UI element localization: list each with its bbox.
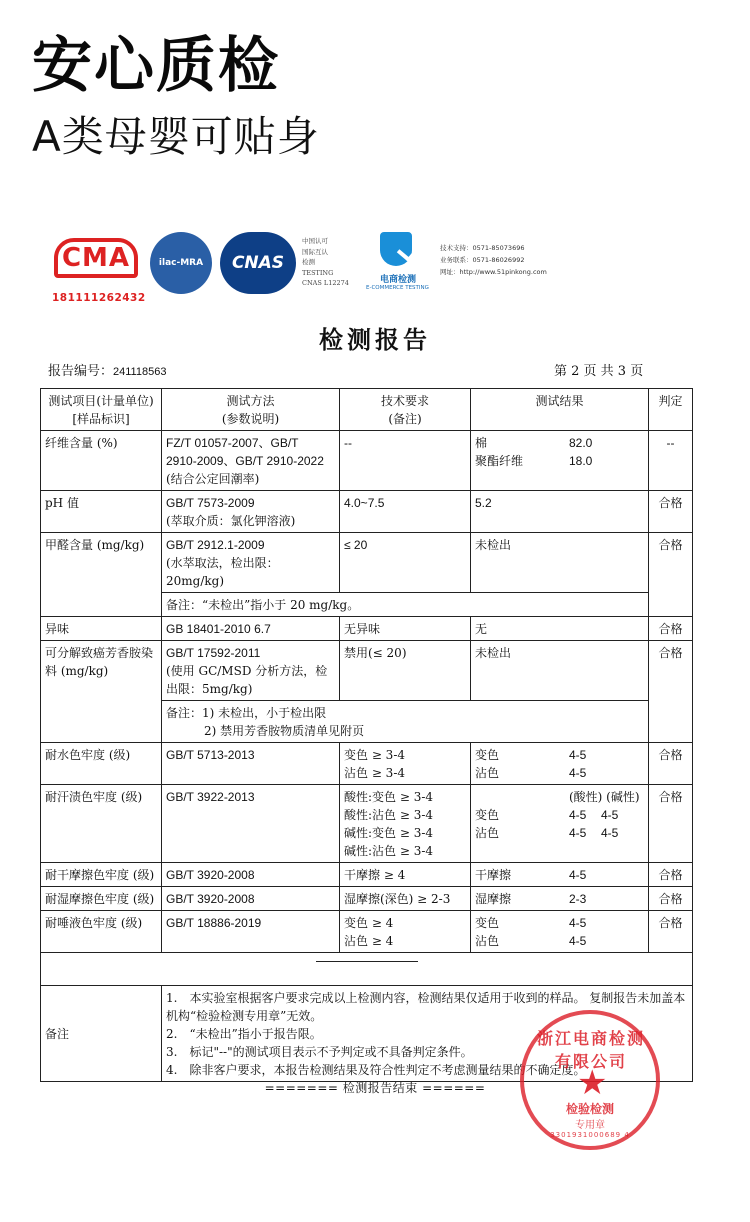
method-cell: GB/T 2912.1-2009 (水萃取法，检出限：20mg/kg) (162, 533, 340, 593)
report-table (40, 388, 693, 1082)
report-end-marker: ======= 检测报告结束 ====== (264, 1081, 486, 1095)
verdict-cell: 合格 (649, 617, 693, 641)
requirement-cell: 干摩擦 ≥ 4 (340, 863, 471, 887)
method-cell: GB/T 7573-2009 (萃取介质：氯化钾溶液) (162, 491, 340, 533)
table-row (41, 617, 693, 641)
ecommerce-testing-logo (366, 232, 429, 294)
result-cell: 未检出 (471, 641, 649, 701)
table-row (41, 743, 693, 785)
contact-website: 网址：http://www.51pinkong.com (440, 268, 547, 276)
item-cell: 耐唾液色牢度 (级) (41, 911, 162, 953)
result-cell: 无 (471, 617, 649, 641)
ec-logo-name: 电商检测 (380, 275, 417, 285)
header-verdict: 判定 (649, 389, 693, 431)
shield-icon (380, 232, 412, 266)
header-requirement: 技术要求 (备注) (340, 389, 471, 431)
divider (316, 961, 418, 962)
table-row (41, 431, 693, 491)
method-cell: GB/T 5713-2013 (162, 743, 340, 785)
item-cell: 纤维含量 (%) (41, 431, 162, 491)
remark-4: 4. 除非客户要求，本报告检测结果及符合性判定不考虑测量结果的不确定度。 (166, 1063, 586, 1077)
blank-row (41, 953, 693, 986)
table-row (41, 533, 693, 593)
requirement-cell: 4.0~7.5 (340, 491, 471, 533)
verdict-cell: -- (649, 431, 693, 491)
contact-info (440, 242, 547, 278)
table-row (41, 785, 693, 863)
star-icon: ★ (577, 1063, 608, 1103)
hero-subtitle: A类母婴可贴身 (32, 112, 320, 161)
formaldehyde-note: 备注：“未检出”指小于 20 mg/kg。 (162, 593, 649, 617)
blank-cell (41, 953, 693, 986)
item-cell: 甲醛含量 (mg/kg) (41, 533, 162, 617)
item-cell: 异味 (41, 617, 162, 641)
verdict-cell: 合格 (649, 785, 693, 863)
verdict-cell: 合格 (649, 533, 693, 617)
requirement-cell: 湿摩擦(深色) ≥ 2-3 (340, 887, 471, 911)
header-method: 测试方法 (参数说明) (162, 389, 340, 431)
requirement-cell: 变色 ≥ 4 沾色 ≥ 4 (340, 911, 471, 953)
cnas-caption: 中国认可 国际互认 检测 TESTING CNAS L12274 (302, 237, 349, 287)
cma-logo (52, 238, 146, 308)
contact-business: 业务联系：0571-86026992 (440, 256, 525, 264)
header-item: 测试项目(计量单位) [样品标识] (41, 389, 162, 431)
seal-label: 检验检测 (565, 1102, 614, 1116)
method-cell: GB/T 17592-2011 (使用 GC/MSD 分析方法，检出限：5mg/kg) (162, 641, 340, 701)
result-cell: 干摩擦 4-5 (471, 863, 649, 887)
method-cell: GB/T 3922-2013 (162, 785, 340, 863)
item-cell: 耐干摩擦色牢度 (级) (41, 863, 162, 887)
verdict-cell: 合格 (649, 887, 693, 911)
requirement-cell: 无异味 (340, 617, 471, 641)
report-number (48, 360, 166, 379)
report-number-label: 报告编号： (48, 364, 114, 379)
cma-logo-text: CMA (54, 238, 138, 278)
verdict-cell: 合格 (649, 863, 693, 887)
verdict-cell: 合格 (649, 911, 693, 953)
requirement-cell: 禁用(≤ 20) (340, 641, 471, 701)
seal-code: 3301931000689 4 (550, 1131, 630, 1139)
result-cell: 未检出 (471, 533, 649, 593)
method-cell: FZ/T 01057-2007、GB/T 2910-2009、GB/T 2910-2022 (结合公定回潮率) (162, 431, 340, 491)
verdict-cell: 合格 (649, 743, 693, 785)
report-title: 检测报告 (319, 325, 431, 354)
item-cell: pH 值 (41, 491, 162, 533)
certification-logos (52, 232, 692, 307)
item-cell: 耐水色牢度 (级) (41, 743, 162, 785)
remark-3: 3. 标记"--"的测试项目表示不予判定或不具备判定条件。 (166, 1045, 473, 1059)
item-cell: 可分解致癌芳香胺染料 (mg/kg) (41, 641, 162, 743)
page-indicator: 第 2 页 共 3 页 (554, 364, 644, 379)
hero-title: 安心质检 (32, 31, 280, 101)
method-cell: GB/T 18886-2019 (162, 911, 340, 953)
item-cell: 耐湿摩擦色牢度 (级) (41, 887, 162, 911)
table-row (41, 863, 693, 887)
result-cell: 变色 4-5 沾色 4-5 (471, 911, 649, 953)
item-cell: 耐汗渍色牢度 (级) (41, 785, 162, 863)
result-cell: 5.2 (471, 491, 649, 533)
remark-1: 1. 本实验室根据客户要求完成以上检测内容，检测结果仅适用于收到的样品。 复制报告未加盖本机构“检验检测专用章”无效。 (166, 991, 686, 1023)
header-result: 测试结果 (471, 389, 649, 431)
result-cell: 湿摩擦 2-3 (471, 887, 649, 911)
official-seal (520, 1010, 660, 1150)
seal-label-2: 专用章 (575, 1120, 605, 1131)
report-number-value: 241118563 (113, 366, 167, 378)
check-icon (397, 235, 423, 262)
table-row (41, 887, 693, 911)
cma-number: 181111262432 (52, 292, 146, 304)
table-row (41, 491, 693, 533)
method-cell: GB 18401-2010 6.7 (162, 617, 340, 641)
method-cell: GB/T 3920-2008 (162, 887, 340, 911)
ec-logo-sub: E-COMMERCE TESTING (366, 285, 429, 291)
amine-note: 备注：1) 未检出，小于检出限 2) 禁用芳香胺物质清单见附页 (162, 701, 649, 743)
requirement-cell: 酸性:变色 ≥ 3-4 酸性:沾色 ≥ 3-4 碱性:变色 ≥ 3-4 碱性:沾色 ≥ 3-4 (340, 785, 471, 863)
contact-support: 技术支持：0571-85073696 (440, 244, 525, 252)
result-cell: 变色 4-5 沾色 4-5 (471, 743, 649, 785)
table-row (41, 641, 693, 701)
ilac-mra-logo: ilac-MRA (150, 232, 212, 294)
table-header-row (41, 389, 693, 431)
requirement-cell: ≤ 20 (340, 533, 471, 593)
method-cell: GB/T 3920-2008 (162, 863, 340, 887)
result-cell: (酸性) (碱性) 变色 4-5 4-5 沾色 4-5 4-5 (471, 785, 649, 863)
remarks-label: 备注 (41, 986, 162, 1082)
seal-company-name: 浙江电商检测有限公司 (536, 1029, 645, 1071)
cnas-logo: CNAS (220, 232, 296, 294)
verdict-cell: 合格 (649, 491, 693, 533)
table-row (41, 911, 693, 953)
verdict-cell: 合格 (649, 641, 693, 743)
requirement-cell: 变色 ≥ 3-4 沾色 ≥ 3-4 (340, 743, 471, 785)
result-cell: 棉 82.0 聚酯纤维 18.0 (471, 431, 649, 491)
requirement-cell: -- (340, 431, 471, 491)
remark-2: 2. “未检出”指小于报告限。 (166, 1027, 322, 1041)
